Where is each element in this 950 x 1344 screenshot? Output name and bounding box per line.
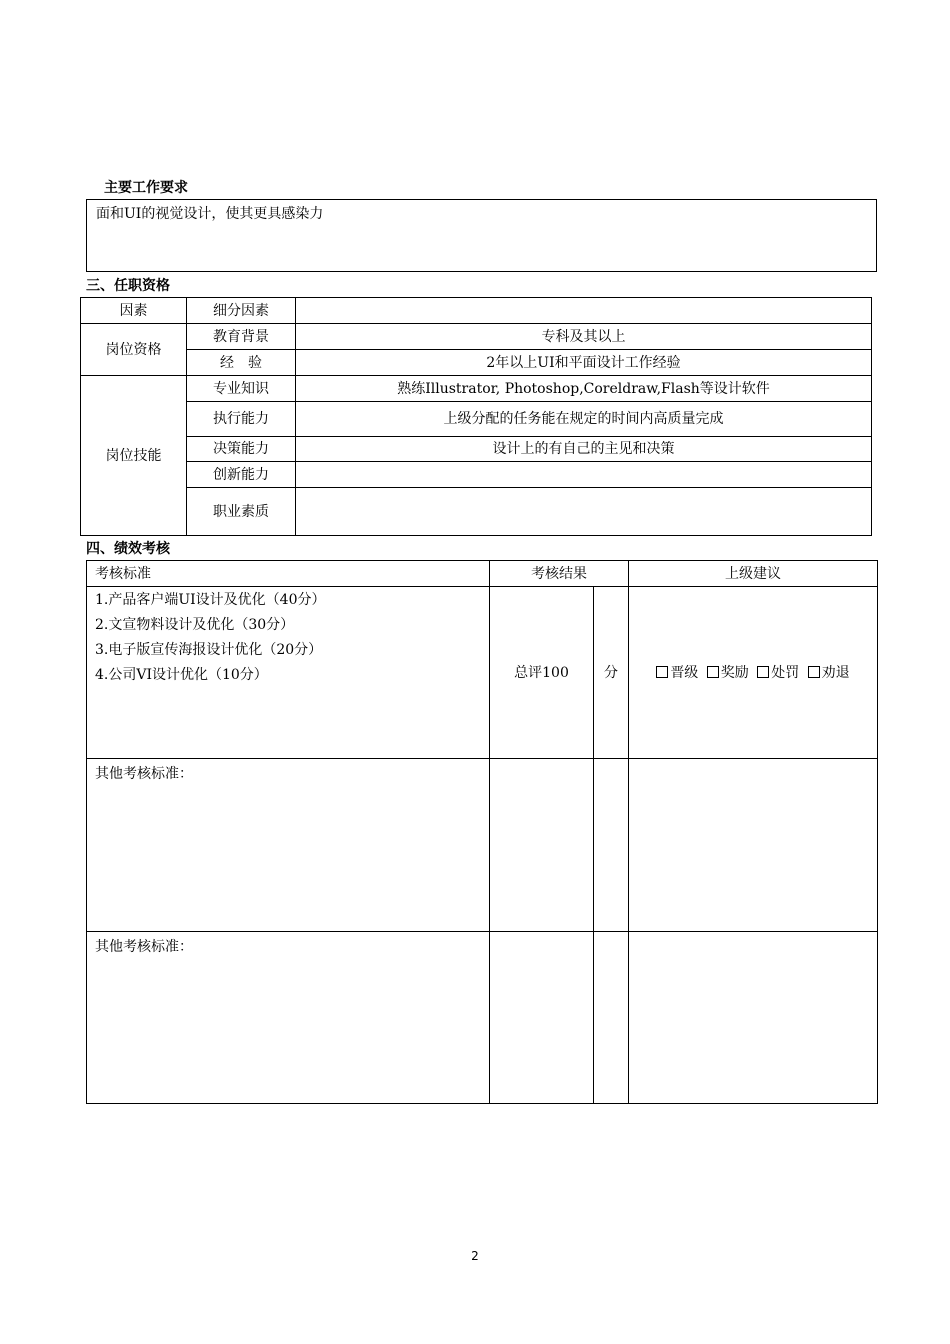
qual-value: 设计上的有自己的主见和决策 xyxy=(296,437,872,462)
perf-other-unit xyxy=(594,932,629,1104)
checkbox-reward[interactable]: 奖励 xyxy=(707,664,749,682)
qual-header-sub-factor: 细分因素 xyxy=(187,298,296,324)
qual-sub-factor: 决策能力 xyxy=(187,437,296,462)
qual-row xyxy=(81,488,872,536)
qual-row xyxy=(81,324,872,350)
list-item: 3.电子版宣传海报设计优化（20分） xyxy=(95,642,323,658)
qual-value xyxy=(296,488,872,536)
perf-criteria-list xyxy=(87,587,490,759)
qual-sub-factor: 教育背景 xyxy=(187,324,296,350)
perf-other-criteria: 其他考核标准： xyxy=(87,932,490,1104)
perf-other-row xyxy=(87,932,878,1104)
checkbox-promote[interactable]: 晋级 xyxy=(656,664,698,682)
qual-row xyxy=(81,376,872,402)
perf-other-advice xyxy=(629,759,878,932)
perf-other-unit xyxy=(594,759,629,932)
perf-other-result xyxy=(490,759,594,932)
main-requirements-box xyxy=(86,199,877,272)
qual-group-name: 岗位技能 xyxy=(81,376,187,536)
qual-header-row xyxy=(81,298,872,324)
perf-total-score: 总评100 xyxy=(490,587,594,759)
checkbox-icon xyxy=(707,666,719,678)
qualifications-table xyxy=(80,297,872,536)
perf-score-unit: 分 xyxy=(594,587,629,759)
perf-header-advice: 上级建议 xyxy=(629,561,878,587)
qual-header-content xyxy=(296,298,872,324)
main-requirements-heading: 主要工作要求 xyxy=(104,180,188,196)
qual-value: 熟练Illustrator, Photoshop,Coreldraw,Flash等设计软件 xyxy=(296,376,872,402)
perf-other-row xyxy=(87,759,878,932)
qual-row xyxy=(81,437,872,462)
qual-header-factor: 因素 xyxy=(81,298,187,324)
checkbox-penalty[interactable]: 处罚 xyxy=(757,664,799,682)
checkbox-dismiss[interactable]: 劝退 xyxy=(808,664,850,682)
qual-sub-factor: 执行能力 xyxy=(187,402,296,437)
checkbox-icon xyxy=(808,666,820,678)
qual-value: 2年以上UI和平面设计工作经验 xyxy=(296,350,872,376)
perf-header-result: 考核结果 xyxy=(490,561,629,587)
perf-header-row xyxy=(87,561,878,587)
perf-header-criteria: 考核标准 xyxy=(87,561,490,587)
qual-sub-factor: 职业素质 xyxy=(187,488,296,536)
perf-advice-options xyxy=(629,587,878,759)
performance-heading: 四、绩效考核 xyxy=(86,541,170,557)
qual-sub-factor: 专业知识 xyxy=(187,376,296,402)
perf-main-row xyxy=(87,587,878,759)
qual-row xyxy=(81,462,872,488)
qual-row xyxy=(81,402,872,437)
qual-sub-factor: 经 验 xyxy=(187,350,296,376)
qual-value xyxy=(296,462,872,488)
qual-sub-factor: 创新能力 xyxy=(187,462,296,488)
qual-row xyxy=(81,350,872,376)
qual-group-name: 岗位资格 xyxy=(81,324,187,376)
checkbox-icon xyxy=(757,666,769,678)
list-item: 1.产品客户端UI设计及优化（40分） xyxy=(95,592,326,608)
perf-other-criteria: 其他考核标准： xyxy=(87,759,490,932)
qual-value: 上级分配的任务能在规定的时间内高质量完成 xyxy=(296,402,872,437)
perf-other-advice xyxy=(629,932,878,1104)
checkbox-icon xyxy=(656,666,668,678)
list-item: 2.文宣物料设计及优化（30分） xyxy=(95,617,295,633)
qualifications-heading: 三、任职资格 xyxy=(86,278,170,294)
list-item: 4.公司VI设计优化（10分） xyxy=(95,667,268,683)
main-requirements-text: 面和UI的视觉设计，使其更具感染力 xyxy=(96,206,324,222)
performance-table xyxy=(86,560,878,1104)
qual-value: 专科及其以上 xyxy=(296,324,872,350)
page-number: 2 xyxy=(471,1249,479,1263)
perf-other-result xyxy=(490,932,594,1104)
